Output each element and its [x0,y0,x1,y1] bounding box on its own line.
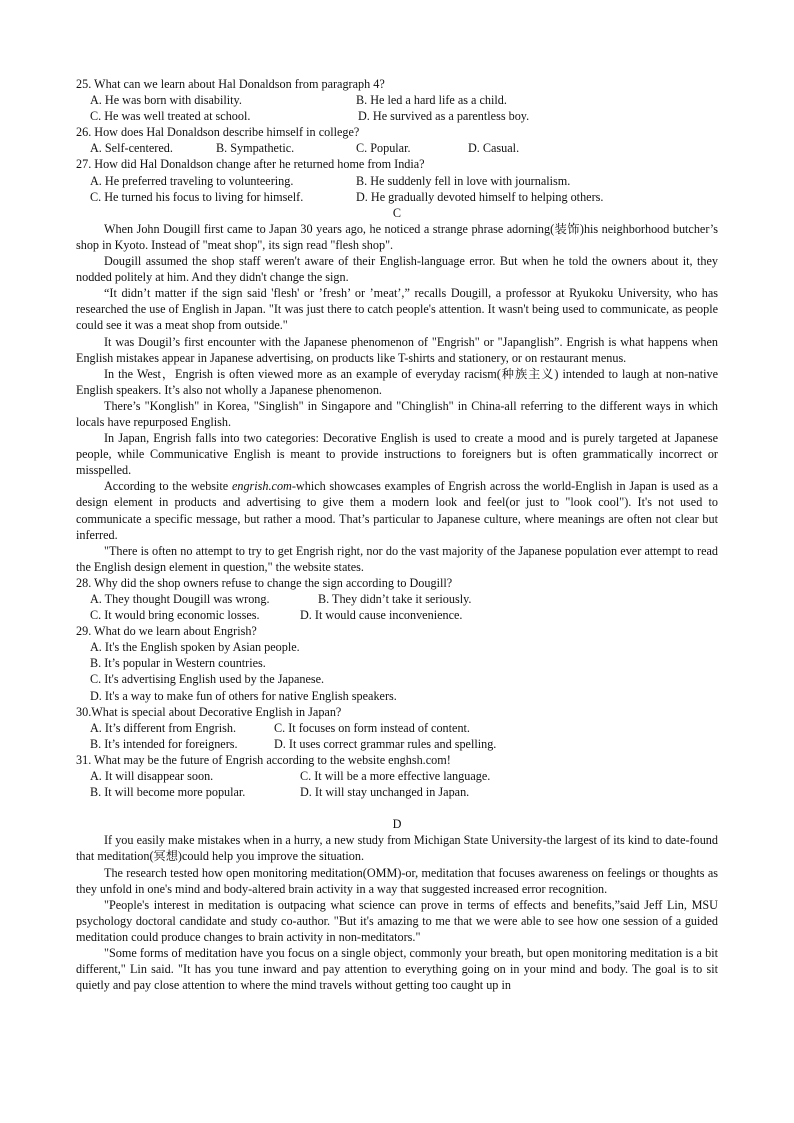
question-25-option-d: D. He survived as a parentless boy. [358,109,530,124]
question-31-option-d: D. It will stay unchanged in Japan. [300,785,470,800]
question-28-options-row-2 [76,607,718,623]
question-25-option-c: C. He was well treated at school. [90,109,251,124]
section-c-paragraph-9: "There is often no attempt to try to get Engrish right, nor do the vast majority of the Japanese population ever attempt to read the English design element in question," the website states. [76,543,718,574]
question-31-options-row-2 [76,784,718,800]
section-d-paragraph-4: "Some forms of meditation have you focus on a single object, commonly your breath, but open monitoring meditation is a bit different," Lin said. "It has you tune inward and pay attention to everything going on in your mind and body. The goal is to sit quietly and pay close attention to where the mind travels without getting too caught up in [76,945,718,993]
question-30-option-b: B. It’s intended for foreigners. [90,736,238,751]
exam-page [76,76,718,993]
section-c-paragraph-4: It was Dougil’s first encounter with the Japanese phenomenon of "Engrish" or "Japanglish”. Engrish is what happens when English mistakes appear in Japanese advertising, on products like T-shirts and stationery, or on restaurant menus. [76,334,718,365]
question-29-option-c: C. It's advertising English used by the Japanese. [90,672,325,687]
question-25-option-b: B. He led a hard life as a child. [356,93,507,108]
question-30-stem: 30.What is special about Decorative English in Japan? [76,704,342,719]
question-30-option-d: D. It uses correct grammar rules and spelling. [274,736,497,751]
question-31-option-b: B. It will become more popular. [90,785,246,800]
question-27-option-a: A. He preferred traveling to volunteering. [90,173,294,188]
question-26-option-b: B. Sympathetic. [216,141,295,156]
question-29-option-b: B. It’s popular in Western countries. [90,656,266,671]
question-27-option-b: B. He suddenly fell in love with journalism. [356,173,571,188]
section-c-paragraph-3: “It didn’t matter if the sign said 'flesh' or ’fresh’ or ’meat’,” recalls Dougill, a professor at Ryukoku University, who has researched the use of English in Japan. "It was just there to catch people's attention. It wasn't being used to communicate, as people could see it was a meat shop from outside." [76,286,718,333]
website-name: engrish.com [231,479,292,494]
question-31-option-a: A. It will disappear soon. [90,769,214,784]
question-27-stem: 27. How did Hal Donaldson change after he returned home from India? [76,157,425,172]
section-c-paragraph-2: Dougill assumed the shop staff weren't aware of their English-language error. But when he told the owners about it, they nodded politely at him. And they didn't change the sign. [76,254,718,285]
question-26-option-c: C. Popular. [356,141,411,156]
question-28-options-row-1 [76,591,718,607]
section-d-paragraph-1: If you easily make mistakes when in a hurry, a new study from Michigan State University-the largest of its kind to date-found that meditation(冥想)could help you improve the situation. [76,833,718,864]
question-26-option-a: A. Self-centered. [90,141,173,156]
question-25-options-row-1 [76,92,718,108]
question-25-option-a: A. He was born with disability. [90,93,242,108]
section-c-paragraph-8 [76,478,718,542]
section-c-paragraph-1: When John Dougill first came to Japan 30 years ago, he noticed a strange phrase adorning(装饰)his neighborhood butcher’s shop in Kyoto. Instead of "meat shop", its sign read "flesh shop". [76,221,718,252]
question-29-option-d: D. It's a way to make fun of others for native English speakers. [90,688,397,703]
section-spacer [76,800,718,816]
question-28-option-a: A. They thought Dougill was wrong. [90,592,270,606]
question-30-option-c: C. It focuses on form instead of content. [274,720,470,735]
question-27-options-row-1 [76,173,718,189]
section-c-heading: C [392,205,402,220]
paragraph-8-rest: -which showcases examples of Engrish across the world-English in Japan is used as a design element in products and advertising to give them a modern look and feel(or just to "look cool"). It's not used to communicate a specific message, but rather a mood. That’s particular to Japanese culture, where meanings are often not clear but inferred. [76,479,718,542]
question-27-option-c: C. He turned his focus to living for himself. [90,189,304,204]
question-30-options-row-1 [76,720,718,736]
question-28-option-c: C. It would bring economic losses. [90,608,260,623]
question-27-options-row-2 [76,189,718,205]
section-c-paragraph-7: In Japan, Engrish falls into two categories: Decorative English is used to create a mood and is purely targeted at Japanese people, while Communicative English is meant to provide instructions to foreigners but is often grammatically incorrect or misspelled. [76,431,718,478]
paragraph-8-lead: According to the website [104,479,232,494]
question-28-option-b: B. They didn’t take it seriously. [318,592,472,606]
question-31-option-c: C. It will be a more effective language. [300,769,491,784]
section-d-paragraph-2: The research tested how open monitoring meditation(OMM)-or, meditation that focuses awareness on feelings or thoughts as they unfold in one's mind and body-altered brain activity in a way that suggested increased error recognition. [76,865,718,896]
question-31-options-row-1 [76,768,718,784]
question-26-stem: 26. How does Hal Donaldson describe himself in college? [76,125,360,140]
question-27-option-d: D. He gradually devoted himself to helping others. [356,189,604,204]
question-30-option-a: A. It’s different from Engrish. [90,720,236,735]
question-29-stem: 29. What do we learn about Engrish? [76,624,257,639]
question-26-options [76,140,718,156]
question-28-option-d: D. It would cause inconvenience. [300,608,463,623]
question-25-options-row-2 [76,108,718,124]
question-26-option-d: D. Casual. [468,141,520,156]
question-29-option-a: A. It's the English spoken by Asian people. [90,640,300,655]
question-25-stem: 25. What can we learn about Hal Donaldson from paragraph 4? [76,77,385,91]
question-30-options-row-2 [76,736,718,752]
section-d-heading: D [392,817,402,832]
question-31-stem: 31. What may be the future of Engrish according to the website enghsh.com! [76,752,451,767]
section-c-paragraph-5: In the West，Engrish is often viewed more as an example of everyday racism(种族主义) intended to laugh at non-native English speakers. It’s also not wholly a Japanese phenomenon. [76,366,718,397]
section-c-paragraph-6: There’s "Konglish" in Korea, "Singlish" in Singapore and "Chinglish" in China-all referring to the different ways in which locals have repurposed English. [76,398,718,429]
question-28-stem: 28. Why did the shop owners refuse to change the sign according to Dougill? [76,575,453,590]
section-d-paragraph-3: "People's interest in meditation is outpacing what science can prove in terms of effects and benefits,”said Jeff Lin, MSU psychology doctoral candidate and study co-author. "But it's amazing to me that we were able to see how one session of a guided meditation could produce changes to brain activity in non-meditators." [76,897,718,944]
